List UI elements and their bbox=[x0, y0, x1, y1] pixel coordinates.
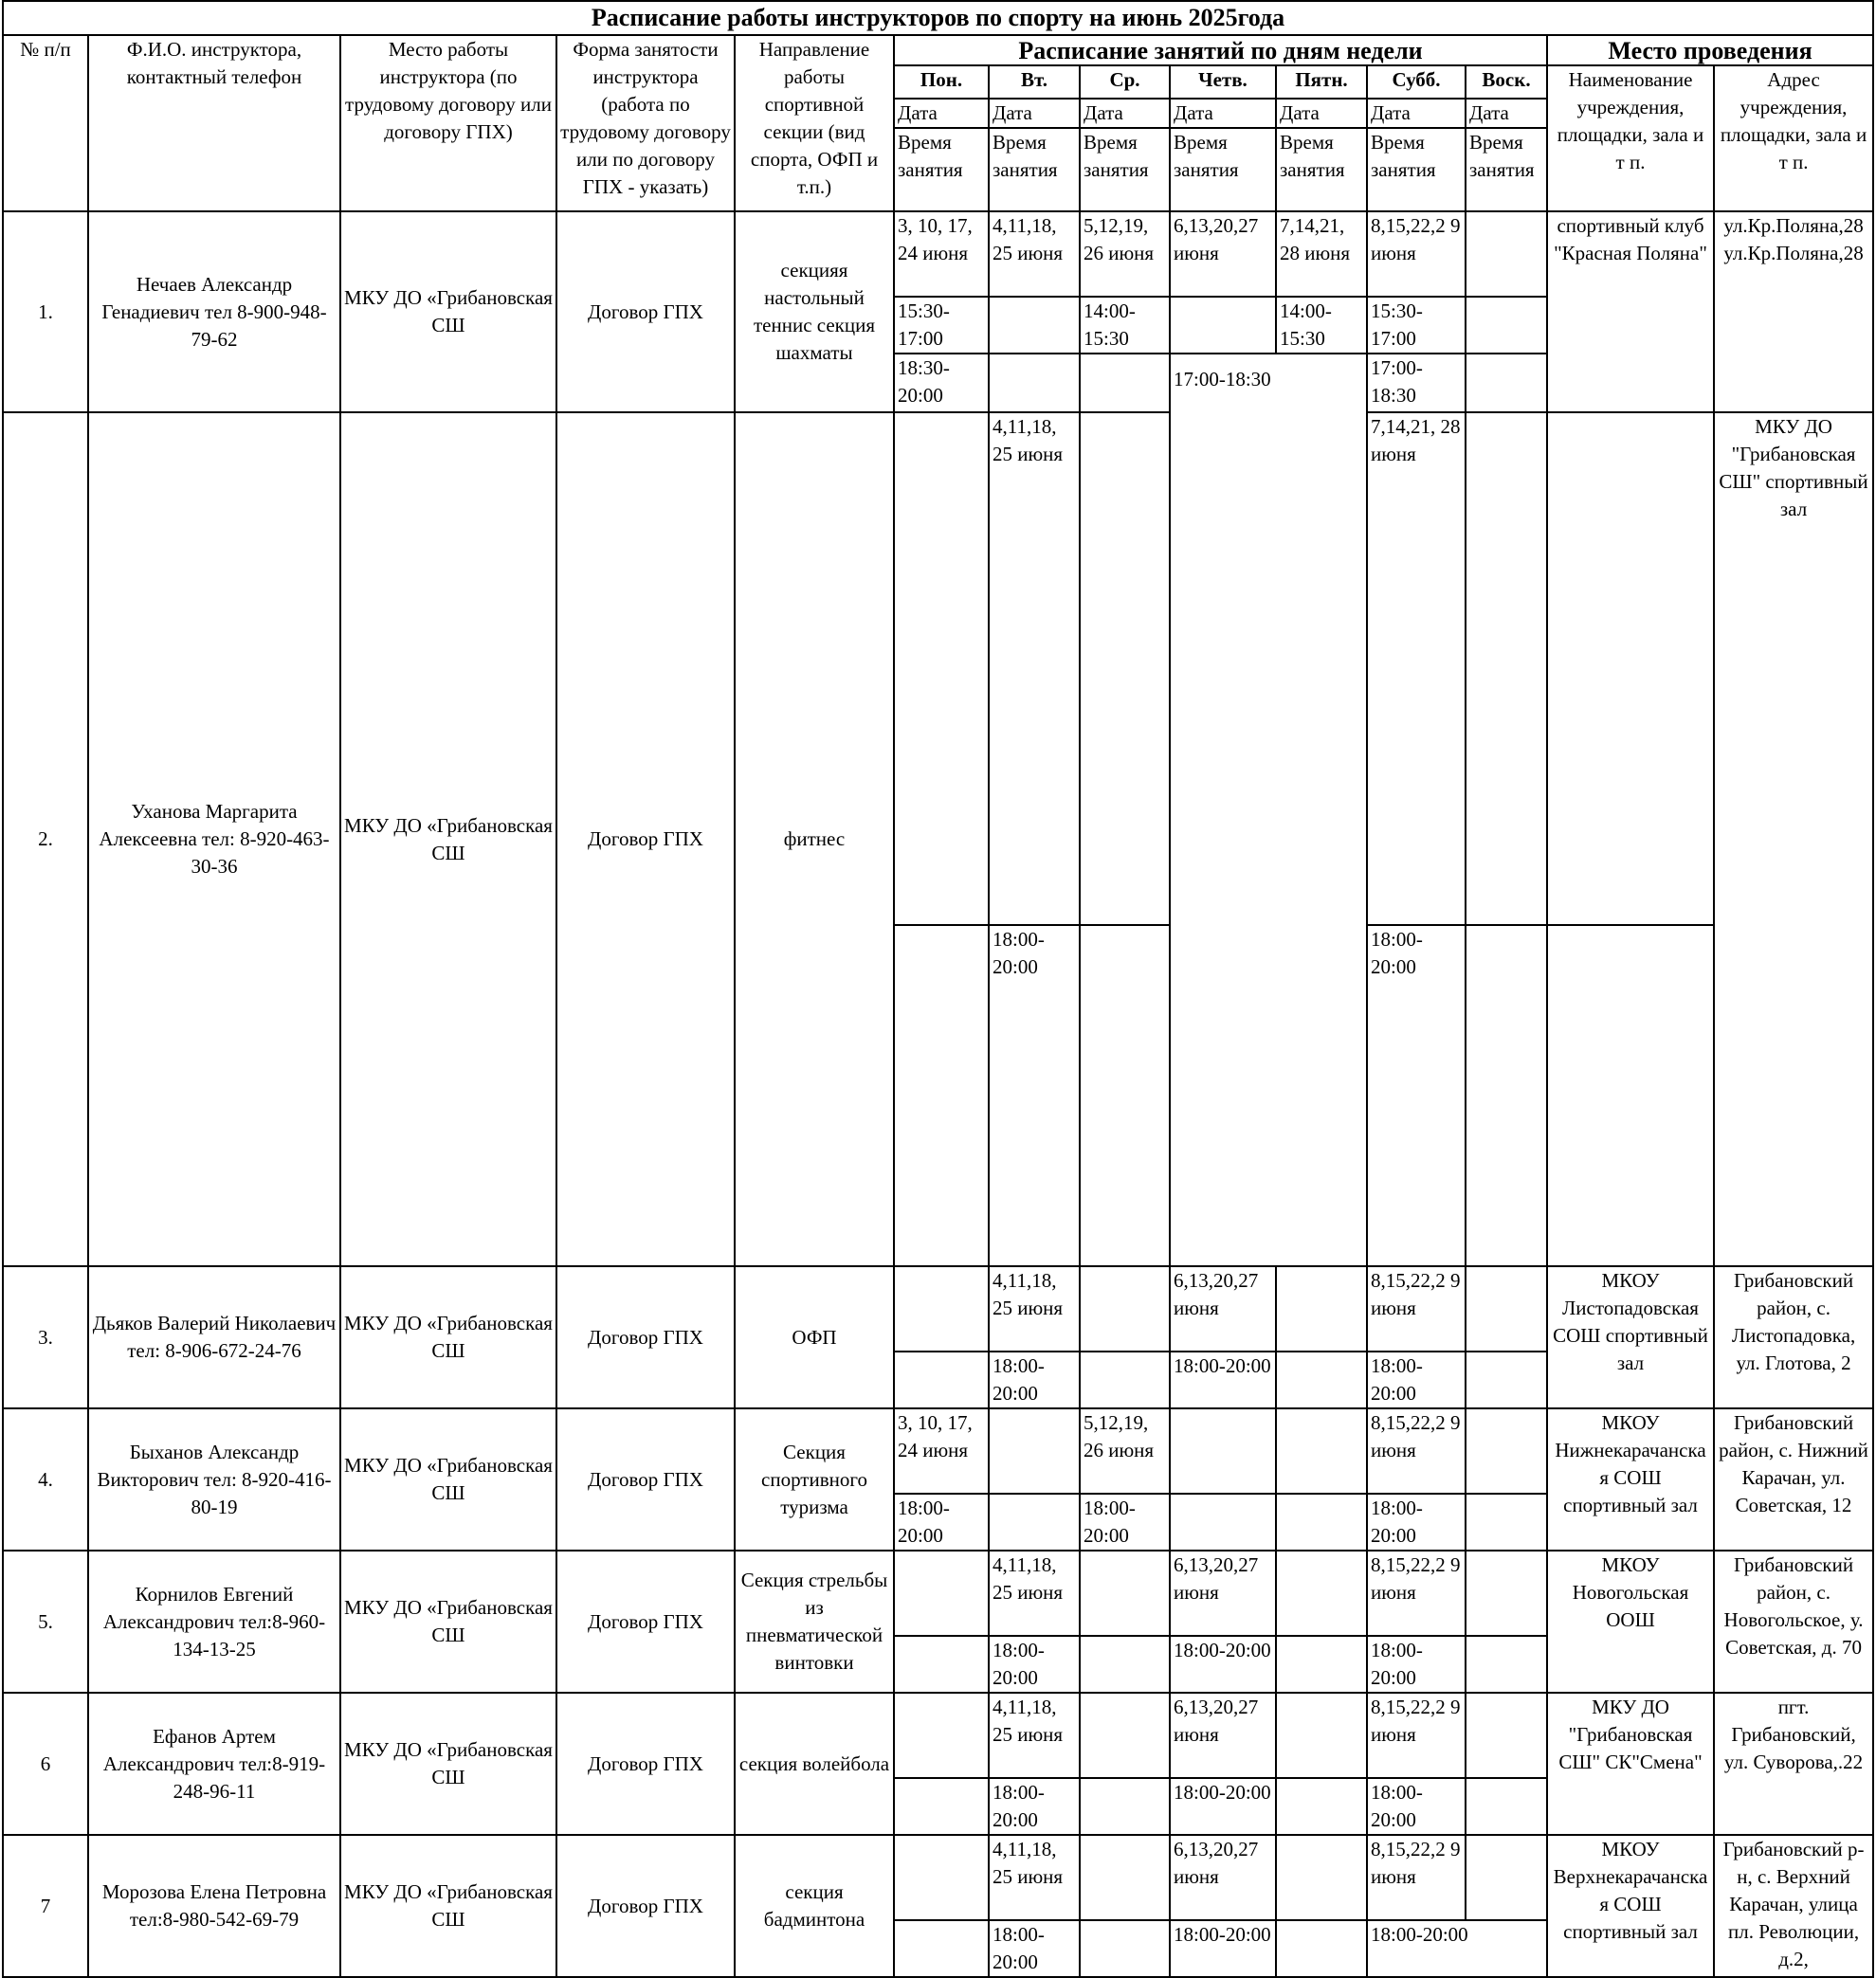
header-venue-address: Адрес учреждения, площадки, зала и т п. bbox=[1714, 65, 1873, 211]
row-venue-address: Грибановский район, с. Новогольское, у. Советская, д. 70 bbox=[1714, 1551, 1873, 1693]
time-cell-merged bbox=[1170, 354, 1367, 1266]
date-cell: 3, 10, 17, 24 июня bbox=[894, 1408, 989, 1494]
row-venue-name: МКОУ Верхнекарачанская СОШ спортивный зал bbox=[1547, 1835, 1714, 1977]
row-venue-address bbox=[1714, 1835, 1873, 1977]
time-cell bbox=[1080, 354, 1170, 412]
time-label: Время занятия bbox=[989, 128, 1080, 211]
time-cell bbox=[1276, 1352, 1367, 1408]
date-cell: 8,15,22,2 9 июня bbox=[1367, 1693, 1466, 1778]
row-form: Договор ГПХ bbox=[556, 412, 735, 1266]
time-cell bbox=[1466, 354, 1547, 412]
time-cell: 18:00-20:00 bbox=[894, 1494, 989, 1551]
row-place: МКУ ДО «Грибановская СШ bbox=[340, 1266, 556, 1408]
date-cell: 4,11,18, 25 июня bbox=[989, 1266, 1080, 1352]
row-place: МКУ ДО «Грибановская СШ bbox=[340, 1408, 556, 1551]
time-cell: 17:00-18:30 bbox=[1367, 354, 1466, 412]
row-direction: секцияя настольный теннис секция шахматы bbox=[735, 211, 894, 412]
row-num: 6 bbox=[3, 1693, 88, 1835]
date-cell bbox=[1466, 211, 1547, 297]
time-label: Время занятия bbox=[1080, 128, 1170, 211]
date-label: Дата bbox=[894, 99, 989, 128]
date-cell bbox=[1276, 1408, 1367, 1494]
time-cell bbox=[1466, 925, 1547, 1266]
date-cell bbox=[1080, 1266, 1170, 1352]
row-direction: Секция спортивного туризма bbox=[735, 1408, 894, 1551]
date-cell: 4,11,18, 25 июня bbox=[989, 412, 1080, 925]
time-cell: 15:30-17:00 bbox=[1367, 297, 1466, 354]
date-cell bbox=[894, 1266, 989, 1352]
row-venue-name: МКОУ Листопадовская СОШ спортивный зал bbox=[1547, 1266, 1714, 1408]
date-cell bbox=[1466, 412, 1547, 925]
time-cell: 18:00-20:00 bbox=[1367, 1352, 1466, 1408]
row-num: 1. bbox=[3, 211, 88, 412]
date-cell bbox=[1466, 1693, 1547, 1778]
row-form: Договор ГПХ bbox=[556, 1266, 735, 1408]
time-cell: 18:00-20:00 bbox=[989, 1920, 1080, 1977]
time-cell bbox=[1547, 925, 1714, 1266]
date-cell: 5,12,19, 26 июня bbox=[1080, 211, 1170, 297]
row-num: 3. bbox=[3, 1266, 88, 1408]
date-cell bbox=[1276, 1835, 1367, 1920]
header-venue-name: Наименование учреждения, площадки, зала и т п. bbox=[1547, 65, 1714, 211]
time-cell bbox=[1466, 1494, 1547, 1551]
date-cell bbox=[1080, 1693, 1170, 1778]
row-place: МКУ ДО «Грибановская СШ bbox=[340, 1551, 556, 1693]
date-cell: 4,11,18, 25 июня bbox=[989, 1835, 1080, 1920]
time-label: Время занятия bbox=[1367, 128, 1466, 211]
date-label: Дата bbox=[1367, 99, 1466, 128]
row-direction: Секция стрельбы из пневматической винтовки bbox=[735, 1551, 894, 1693]
date-cell: 4,11,18, 25 июня bbox=[989, 211, 1080, 297]
row-fio: Морозова Елена Петровна тел:8-980-542-69-79 bbox=[88, 1835, 340, 1977]
date-cell bbox=[1276, 1551, 1367, 1636]
row-form: Договор ГПХ bbox=[556, 1551, 735, 1693]
header-venue: Место проведения bbox=[1547, 35, 1873, 65]
date-cell bbox=[1466, 1835, 1547, 1920]
time-cell bbox=[989, 354, 1080, 412]
time-cell: 18:00-20:00 bbox=[1367, 1636, 1466, 1693]
row-venue-name: МКОУ Нижнекарачанская СОШ спортивный зал bbox=[1547, 1408, 1714, 1551]
date-cell bbox=[1276, 1693, 1367, 1778]
time-cell: 14:00-15:30 bbox=[1276, 297, 1367, 354]
time-cell bbox=[1276, 1778, 1367, 1835]
row-place: МКУ ДО «Грибановская СШ bbox=[340, 1835, 556, 1977]
row-venue-address: Грибановский район, с. Нижний Карачан, ул. Советская, 12 bbox=[1714, 1408, 1873, 1551]
row-fio: Ефанов Артем Александрович тел:8-919-248-96-11 bbox=[88, 1693, 340, 1835]
day-tue: Вт. bbox=[989, 65, 1080, 99]
date-cell: 7,14,21, 28 июня bbox=[1276, 211, 1367, 297]
date-label: Дата bbox=[1080, 99, 1170, 128]
date-cell bbox=[894, 412, 989, 925]
row-num: 7 bbox=[3, 1835, 88, 1977]
time-cell bbox=[1466, 297, 1547, 354]
date-cell bbox=[1080, 1551, 1170, 1636]
time-cell: 18:00-20:00 bbox=[1170, 1778, 1276, 1835]
day-wed: Ср. bbox=[1080, 65, 1170, 99]
row-direction: секция бадминтона bbox=[735, 1835, 894, 1977]
row-venue-address: Грибановский район, с. Листопадовка, ул. Глотова, 2 bbox=[1714, 1266, 1873, 1408]
date-cell bbox=[1276, 1266, 1367, 1352]
time-cell: 18:00-20:00 bbox=[1170, 1920, 1276, 1977]
time-cell: 14:00-15:30 bbox=[1080, 297, 1170, 354]
row-venue-address: ул.Кр.Поляна,28 ул.Кр.Поляна,28 bbox=[1714, 211, 1873, 412]
row-fio: Дьяков Валерий Николаевич тел: 8-906-672-24-76 bbox=[88, 1266, 340, 1408]
time-cell bbox=[1080, 1636, 1170, 1693]
time-cell: 18:00-20:00 bbox=[1367, 1494, 1466, 1551]
row-num: 2. bbox=[3, 412, 88, 1266]
date-cell bbox=[1080, 412, 1170, 925]
date-label: Дата bbox=[1170, 99, 1276, 128]
date-cell bbox=[1466, 1266, 1547, 1352]
date-cell bbox=[894, 1551, 989, 1636]
day-fri: Пятн. bbox=[1276, 65, 1367, 99]
date-cell: 4,11,18, 25 июня bbox=[989, 1693, 1080, 1778]
row-fio: Уханова Маргарита Алексеевна тел: 8-920-463-30-36 bbox=[88, 412, 340, 1266]
time-cell bbox=[1080, 1778, 1170, 1835]
time-cell: 18:00-20:00 bbox=[1080, 1494, 1170, 1551]
time-cell: 18:00-20:00 bbox=[989, 925, 1080, 1266]
row-fio: Быханов Александр Викторович тел: 8-920-416-80-19 bbox=[88, 1408, 340, 1551]
time-cell bbox=[1466, 1778, 1547, 1835]
time-cell bbox=[989, 297, 1080, 354]
header-fio: Ф.И.О. инструктора, контактный телефон bbox=[88, 35, 340, 211]
date-cell: 8,15,22,2 9 июня bbox=[1367, 1835, 1466, 1920]
day-mon: Пон. bbox=[894, 65, 989, 99]
date-cell bbox=[1080, 1835, 1170, 1920]
header-form bbox=[556, 35, 735, 211]
row-venue-name: МКУ ДО "Грибановская СШ" спортивный зал bbox=[1714, 412, 1873, 1266]
row-form: Договор ГПХ bbox=[556, 1693, 735, 1835]
date-cell bbox=[1466, 1551, 1547, 1636]
row-form: Договор ГПХ bbox=[556, 1408, 735, 1551]
time-cell: 18:00-20:00 bbox=[989, 1352, 1080, 1408]
header-place-work: Место работы инструктора (по трудовому договору или договору ГПХ) bbox=[340, 35, 556, 211]
time-label: Время занятия bbox=[1276, 128, 1367, 211]
time-cell: 18:00-20:00 bbox=[989, 1778, 1080, 1835]
day-thu: Четв. bbox=[1170, 65, 1276, 99]
day-sun: Воск. bbox=[1466, 65, 1547, 99]
time-cell: 18:00-20:00 bbox=[1367, 1778, 1466, 1835]
row-place: МКУ ДО «Грибановская СШ bbox=[340, 1693, 556, 1835]
date-cell: 7,14,21, 28 июня bbox=[1367, 412, 1466, 925]
time-cell bbox=[1276, 1920, 1367, 1977]
time-cell bbox=[1080, 1352, 1170, 1408]
time-cell bbox=[989, 1494, 1080, 1551]
header-schedule: Расписание занятий по дням недели bbox=[894, 35, 1547, 65]
date-cell bbox=[1547, 412, 1714, 925]
page-title: Расписание работы инструкторов по спорту на июнь 2025года bbox=[3, 1, 1873, 35]
time-cell bbox=[1170, 297, 1276, 354]
time-label: Время занятия bbox=[1170, 128, 1276, 211]
date-cell: 6,13,20,27 июня bbox=[1170, 1551, 1276, 1636]
row-venue-name: МКОУ Новогольская ООШ bbox=[1547, 1551, 1714, 1693]
time-cell bbox=[1276, 1494, 1367, 1551]
time-cell bbox=[894, 1778, 989, 1835]
row-place: МКУ ДО «Грибановская СШ bbox=[340, 412, 556, 1266]
time-cell: 18:30-20:00 bbox=[894, 354, 989, 412]
time-cell bbox=[894, 1352, 989, 1408]
time-cell: 15:30-17:00 bbox=[894, 297, 989, 354]
header-num: № п/п bbox=[3, 35, 88, 211]
date-cell: 8,15,22,2 9 июня bbox=[1367, 1266, 1466, 1352]
time-cell: 18:00-20:00 bbox=[989, 1636, 1080, 1693]
date-cell: 3, 10, 17, 24 июня bbox=[894, 211, 989, 297]
schedule-table bbox=[2, 0, 1874, 1978]
row-num: 5. bbox=[3, 1551, 88, 1693]
date-cell: 6,13,20,27 июня bbox=[1170, 1266, 1276, 1352]
time-cell bbox=[1080, 925, 1170, 1266]
date-cell: 8,15,22,2 9 июня bbox=[1367, 1551, 1466, 1636]
date-cell: 6,13,20,27 июня bbox=[1170, 211, 1276, 297]
time-cell bbox=[1276, 1636, 1367, 1693]
row-venue-address: пгт. Грибановский, ул. Суворова,.22 bbox=[1714, 1693, 1873, 1835]
time-label: Время занятия bbox=[894, 128, 989, 211]
date-label: Дата bbox=[1276, 99, 1367, 128]
date-cell: 6,13,20,27 июня bbox=[1170, 1835, 1276, 1920]
row-form: Договор ГПХ bbox=[556, 1835, 735, 1977]
time-cell: 18:00-20:00 bbox=[1170, 1636, 1276, 1693]
time-cell bbox=[894, 1920, 989, 1977]
time-cell bbox=[1080, 1920, 1170, 1977]
time-cell bbox=[894, 925, 989, 1266]
row-form: Договор ГПХ bbox=[556, 211, 735, 412]
date-cell: 5,12,19, 26 июня bbox=[1080, 1408, 1170, 1494]
date-cell: 6,13,20,27 июня bbox=[1170, 1693, 1276, 1778]
date-cell bbox=[989, 1408, 1080, 1494]
date-cell bbox=[894, 1693, 989, 1778]
date-cell: 8,15,22,2 9 июня bbox=[1367, 1408, 1466, 1494]
time-merged-text: 17:00-18:30 bbox=[1174, 368, 1271, 390]
date-cell: 4,11,18, 25 июня bbox=[989, 1551, 1080, 1636]
time-cell bbox=[1466, 1352, 1547, 1408]
row-venue-name: МКУ ДО "Грибановская СШ" СК"Смена" bbox=[1547, 1693, 1714, 1835]
venue-address-text: Грибановский р-н, с. Верхний Карачан, улица пл. Революции, д.2, bbox=[1722, 1838, 1865, 1970]
header-direction: Направление работы спортивной секции (вид спорта, ОФП и т.п.) bbox=[735, 35, 894, 211]
row-direction: ОФП bbox=[735, 1266, 894, 1408]
time-cell bbox=[1466, 1636, 1547, 1693]
time-cell bbox=[1170, 1494, 1276, 1551]
time-cell: 18:00-20:00 bbox=[1170, 1352, 1276, 1408]
row-fio: Нечаев Александр Генадиевич тел 8-900-948-79-62 bbox=[88, 211, 340, 412]
row-fio: Корнилов Евгений Александрович тел:8-960-134-13-25 bbox=[88, 1551, 340, 1693]
date-cell bbox=[1466, 1408, 1547, 1494]
time-label: Время занятия bbox=[1466, 128, 1547, 211]
row-place: МКУ ДО «Грибановская СШ bbox=[340, 211, 556, 412]
header-form-text: Форма занятости инструктора (работа по трудовому договору или по договору ГПХ - указать) bbox=[560, 38, 731, 198]
row-direction: секция волейбола bbox=[735, 1693, 894, 1835]
time-cell: 18:00-20:00 bbox=[1367, 925, 1466, 1266]
time-cell bbox=[894, 1636, 989, 1693]
date-label: Дата bbox=[1466, 99, 1547, 128]
date-cell bbox=[894, 1835, 989, 1920]
day-sat: Субб. bbox=[1367, 65, 1466, 99]
date-label: Дата bbox=[989, 99, 1080, 128]
row-venue-name: спортивный клуб "Красная Поляна" bbox=[1547, 211, 1714, 412]
date-cell: 8,15,22,2 9 июня bbox=[1367, 211, 1466, 297]
row-direction: фитнес bbox=[735, 412, 894, 1266]
time-cell-merged: 18:00-20:00 bbox=[1367, 1920, 1547, 1977]
row-num: 4. bbox=[3, 1408, 88, 1551]
date-cell bbox=[1170, 1408, 1276, 1494]
